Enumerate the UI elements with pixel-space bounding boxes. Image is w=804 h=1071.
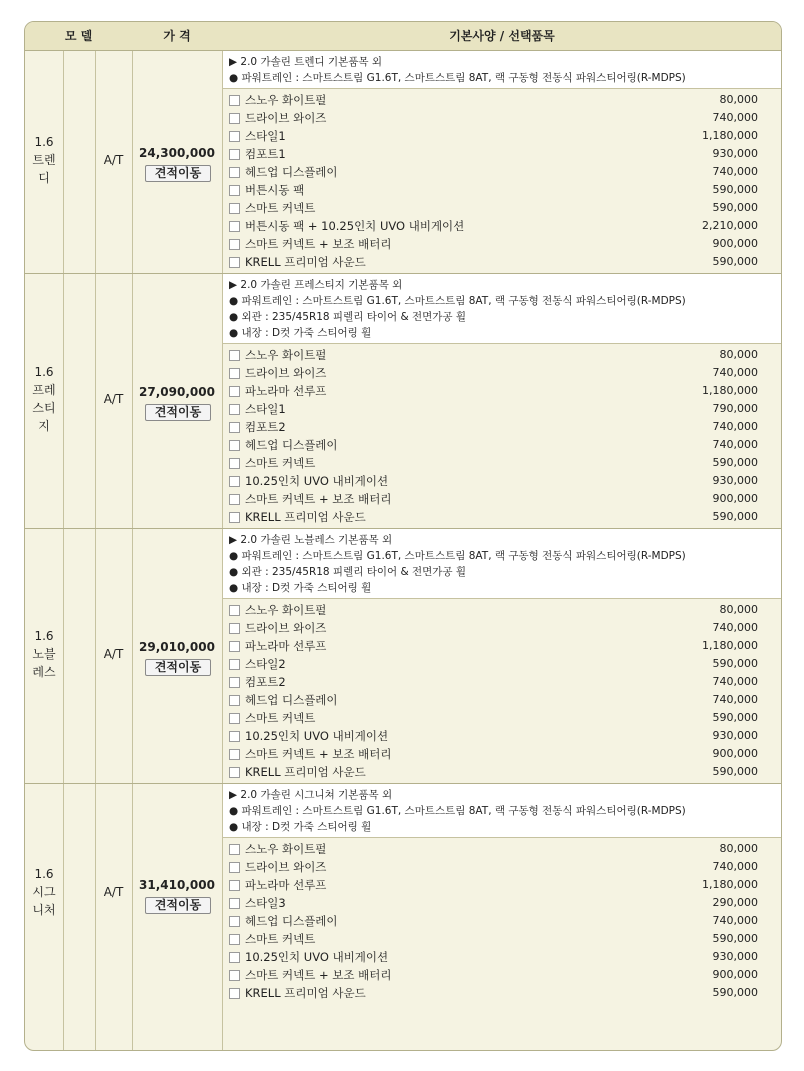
trim-price: 29,010,000	[139, 640, 215, 654]
option-list	[223, 91, 781, 271]
option-price: 740,000	[712, 165, 758, 178]
option-name: 스마트 커넥트	[245, 456, 316, 470]
option-row[interactable]	[223, 91, 781, 109]
trim-model	[25, 363, 63, 435]
trim-model-line: 레스	[32, 665, 56, 679]
estimate-button[interactable]: 견적이동	[145, 897, 211, 914]
option-price: 590,000	[712, 255, 758, 268]
price-table	[24, 21, 782, 1051]
option-price: 1,180,000	[702, 129, 758, 142]
option-row[interactable]	[223, 876, 781, 894]
option-price: 590,000	[712, 201, 758, 214]
option-checkbox[interactable]	[229, 970, 240, 981]
option-row[interactable]	[223, 894, 781, 912]
option-price: 80,000	[719, 93, 758, 106]
transmission: A/T	[103, 153, 124, 167]
option-checkbox[interactable]	[229, 659, 240, 670]
option-checkbox[interactable]	[229, 494, 240, 505]
option-price: 930,000	[712, 474, 758, 487]
option-checkbox[interactable]	[229, 623, 240, 634]
option-price: 900,000	[712, 237, 758, 250]
option-checkbox[interactable]	[229, 713, 240, 724]
option-name: 컴포트2	[245, 675, 286, 689]
option-price: 740,000	[712, 438, 758, 451]
option-name: 스타일3	[245, 896, 286, 910]
option-name: 컴포트1	[245, 147, 286, 161]
header-price: 가 격	[163, 29, 191, 43]
basic-spec-line: ● 외관 : 235/45R18 피렐리 타이어 & 전면가공 휠	[229, 311, 467, 323]
option-row[interactable]	[223, 637, 781, 655]
option-price: 740,000	[712, 111, 758, 124]
option-price: 740,000	[712, 860, 758, 873]
option-price: 1,180,000	[702, 639, 758, 652]
option-name: KRELL 프리미엄 사운드	[245, 510, 366, 524]
option-checkbox[interactable]	[229, 149, 240, 160]
trim-price: 31,410,000	[139, 878, 215, 892]
trim-model	[25, 865, 63, 919]
basic-spec-line: ● 파워트레인 : 스마트스트림 G1.6T, 스마트스트림 8AT, 랙 구동형 전동식 파워스티어링(R-MDPS)	[229, 805, 686, 817]
option-name: KRELL 프리미엄 사운드	[245, 986, 366, 1000]
option-name: 스마트 커넥트	[245, 711, 316, 725]
option-price: 290,000	[712, 896, 758, 909]
option-row[interactable]	[223, 601, 781, 619]
estimate-button[interactable]: 견적이동	[145, 404, 211, 421]
trim-model	[25, 627, 63, 681]
option-price: 900,000	[712, 492, 758, 505]
basic-spec	[223, 51, 781, 89]
header-model: 모 델	[64, 29, 93, 43]
option-checkbox[interactable]	[229, 113, 240, 124]
basic-spec	[223, 529, 781, 599]
option-checkbox[interactable]	[229, 167, 240, 178]
option-price: 740,000	[712, 914, 758, 927]
option-price: 900,000	[712, 968, 758, 981]
basic-spec	[223, 784, 781, 838]
option-row[interactable]	[223, 364, 781, 382]
option-list	[223, 346, 781, 526]
option-price: 740,000	[712, 621, 758, 634]
option-name: 스타일2	[245, 657, 286, 671]
trim-model-line: 1.6	[34, 365, 54, 379]
option-row[interactable]	[223, 508, 781, 526]
column-divider	[95, 51, 96, 1050]
option-checkbox[interactable]	[229, 95, 240, 106]
option-checkbox[interactable]	[229, 512, 240, 523]
option-checkbox[interactable]	[229, 767, 240, 778]
option-name: 파노라마 선루프	[245, 878, 327, 892]
column-divider	[132, 51, 133, 1050]
option-name: 헤드업 디스플레이	[245, 165, 338, 179]
option-price: 930,000	[712, 950, 758, 963]
option-name: 파노라마 선루프	[245, 384, 327, 398]
option-name: 스마트 커넥트 + 보조 배터리	[245, 747, 392, 761]
option-row[interactable]	[223, 948, 781, 966]
option-row[interactable]	[223, 966, 781, 984]
option-checkbox[interactable]	[229, 185, 240, 196]
option-checkbox[interactable]	[229, 368, 240, 379]
option-name: 헤드업 디스플레이	[245, 438, 338, 452]
option-row[interactable]	[223, 745, 781, 763]
option-name: 버튼시동 팩 + 10.25인치 UVO 내비게이션	[245, 219, 465, 233]
option-row[interactable]	[223, 472, 781, 490]
option-price: 80,000	[719, 842, 758, 855]
option-row[interactable]	[223, 619, 781, 637]
option-row[interactable]	[223, 127, 781, 145]
option-name: 스마트 커넥트	[245, 201, 316, 215]
option-name: KRELL 프리미엄 사운드	[245, 255, 366, 269]
option-name: 스마트 커넥트 + 보조 배터리	[245, 492, 392, 506]
option-list	[223, 601, 781, 781]
option-row[interactable]	[223, 145, 781, 163]
option-name: 10.25인치 UVO 내비게이션	[245, 474, 389, 488]
option-price: 590,000	[712, 986, 758, 999]
option-checkbox[interactable]	[229, 641, 240, 652]
basic-spec-line: ▶ 2.0 가솔린 노블레스 기본품목 외	[229, 534, 393, 546]
option-name: 드라이브 와이즈	[245, 366, 327, 380]
transmission: A/T	[103, 392, 124, 406]
basic-spec-line: ● 파워트레인 : 스마트스트림 G1.6T, 스마트스트림 8AT, 랙 구동형 전동식 파워스티어링(R-MDPS)	[229, 295, 686, 307]
option-name: 스타일1	[245, 402, 286, 416]
option-price: 930,000	[712, 729, 758, 742]
option-row[interactable]	[223, 400, 781, 418]
option-checkbox[interactable]	[229, 440, 240, 451]
option-name: 스노우 화이트펄	[245, 603, 327, 617]
option-price: 740,000	[712, 366, 758, 379]
option-name: 스노우 화이트펄	[245, 842, 327, 856]
option-price: 790,000	[712, 402, 758, 415]
option-name: 스노우 화이트펄	[245, 93, 327, 107]
option-name: 드라이브 와이즈	[245, 111, 327, 125]
trim-model-line: 니처	[32, 903, 56, 917]
option-name: 헤드업 디스플레이	[245, 693, 338, 707]
option-checkbox[interactable]	[229, 988, 240, 999]
option-checkbox[interactable]	[229, 695, 240, 706]
option-checkbox[interactable]	[229, 350, 240, 361]
option-checkbox[interactable]	[229, 880, 240, 891]
basic-spec	[223, 274, 781, 344]
option-row[interactable]	[223, 840, 781, 858]
basic-spec-line: ● 파워트레인 : 스마트스트림 G1.6T, 스마트스트림 8AT, 랙 구동형 전동식 파워스티어링(R-MDPS)	[229, 550, 686, 562]
trim-price: 27,090,000	[139, 385, 215, 399]
option-price: 930,000	[712, 147, 758, 160]
option-row[interactable]	[223, 709, 781, 727]
option-checkbox[interactable]	[229, 952, 240, 963]
basic-spec-line: ● 내장 : D컷 가죽 스티어링 휠	[229, 821, 372, 833]
basic-spec-line: ▶ 2.0 가솔린 프레스티지 기본품목 외	[229, 279, 403, 291]
option-name: 스노우 화이트펄	[245, 348, 327, 362]
option-checkbox[interactable]	[229, 605, 240, 616]
basic-spec-line: ▶ 2.0 가솔린 시그니쳐 기본품목 외	[229, 789, 393, 801]
option-price: 900,000	[712, 747, 758, 760]
option-list	[223, 840, 781, 1002]
option-checkbox[interactable]	[229, 862, 240, 873]
option-row[interactable]	[223, 217, 781, 235]
option-checkbox[interactable]	[229, 131, 240, 142]
option-price: 590,000	[712, 932, 758, 945]
option-row[interactable]	[223, 655, 781, 673]
option-price: 590,000	[712, 765, 758, 778]
option-checkbox[interactable]	[229, 898, 240, 909]
option-price: 2,210,000	[702, 219, 758, 232]
option-row[interactable]	[223, 858, 781, 876]
trim-model-line: 1.6	[34, 135, 54, 149]
option-price: 590,000	[712, 183, 758, 196]
option-name: 스마트 커넥트 + 보조 배터리	[245, 237, 392, 251]
option-price: 1,180,000	[702, 878, 758, 891]
option-checkbox[interactable]	[229, 749, 240, 760]
option-name: 스타일1	[245, 129, 286, 143]
header-spec: 기본사양 / 선택품목	[449, 29, 555, 43]
trim-model-line: 1.6	[34, 867, 54, 881]
trim-model	[25, 133, 63, 187]
estimate-button[interactable]: 견적이동	[145, 165, 211, 182]
option-price: 590,000	[712, 510, 758, 523]
option-row[interactable]	[223, 912, 781, 930]
option-price: 80,000	[719, 603, 758, 616]
option-price: 1,180,000	[702, 384, 758, 397]
option-row[interactable]	[223, 235, 781, 253]
option-name: KRELL 프리미엄 사운드	[245, 765, 366, 779]
option-row[interactable]	[223, 199, 781, 217]
option-row[interactable]	[223, 253, 781, 271]
option-row[interactable]	[223, 163, 781, 181]
option-price: 80,000	[719, 348, 758, 361]
option-name: 10.25인치 UVO 내비게이션	[245, 950, 389, 964]
transmission: A/T	[103, 885, 124, 899]
option-name: 헤드업 디스플레이	[245, 914, 338, 928]
option-price: 740,000	[712, 675, 758, 688]
trim-model-line: 스티	[32, 401, 56, 415]
estimate-button[interactable]: 견적이동	[145, 659, 211, 676]
trim-model-line: 1.6	[34, 629, 54, 643]
option-name: 스마트 커넥트	[245, 932, 316, 946]
option-name: 파노라마 선루프	[245, 639, 327, 653]
option-row[interactable]	[223, 984, 781, 1002]
basic-spec-line: ● 외관 : 235/45R18 피렐리 타이어 & 전면가공 휠	[229, 566, 467, 578]
option-price: 590,000	[712, 711, 758, 724]
option-row[interactable]	[223, 418, 781, 436]
trim-model-line: 시그	[32, 885, 56, 899]
basic-spec-line: ● 내장 : D컷 가죽 스티어링 휠	[229, 327, 372, 339]
trim-model-line: 지	[38, 419, 50, 433]
transmission: A/T	[103, 647, 124, 661]
option-checkbox[interactable]	[229, 934, 240, 945]
basic-spec-line: ● 파워트레인 : 스마트스트림 G1.6T, 스마트스트림 8AT, 랙 구동형 전동식 파워스티어링(R-MDPS)	[229, 72, 686, 84]
option-name: 드라이브 와이즈	[245, 621, 327, 635]
option-name: 스마트 커넥트 + 보조 배터리	[245, 968, 392, 982]
option-price: 590,000	[712, 456, 758, 469]
option-row[interactable]	[223, 382, 781, 400]
option-price: 740,000	[712, 420, 758, 433]
option-name: 버튼시동 팩	[245, 183, 305, 197]
option-name: 드라이브 와이즈	[245, 860, 327, 874]
option-name: 컴포트2	[245, 420, 286, 434]
option-row[interactable]	[223, 490, 781, 508]
option-row[interactable]	[223, 673, 781, 691]
option-checkbox[interactable]	[229, 731, 240, 742]
option-checkbox[interactable]	[229, 476, 240, 487]
option-checkbox[interactable]	[229, 844, 240, 855]
option-price: 590,000	[712, 657, 758, 670]
option-checkbox[interactable]	[229, 257, 240, 268]
column-divider	[63, 51, 64, 1050]
option-name: 10.25인치 UVO 내비게이션	[245, 729, 389, 743]
table-header	[25, 22, 781, 51]
option-row[interactable]	[223, 181, 781, 199]
basic-spec-line: ▶ 2.0 가솔린 트렌디 기본품목 외	[229, 56, 383, 68]
option-row[interactable]	[223, 691, 781, 709]
option-price: 740,000	[712, 693, 758, 706]
option-checkbox[interactable]	[229, 458, 240, 469]
trim-model-line: 노블	[32, 647, 56, 661]
trim-model-line: 트렌	[32, 153, 56, 167]
option-row[interactable]	[223, 109, 781, 127]
option-checkbox[interactable]	[229, 203, 240, 214]
option-checkbox[interactable]	[229, 239, 240, 250]
option-row[interactable]	[223, 436, 781, 454]
trim-model-line: 프레	[32, 383, 56, 397]
option-row[interactable]	[223, 346, 781, 364]
option-checkbox[interactable]	[229, 386, 240, 397]
option-row[interactable]	[223, 454, 781, 472]
basic-spec-line: ● 내장 : D컷 가죽 스티어링 휠	[229, 582, 372, 594]
option-row[interactable]	[223, 930, 781, 948]
trim-price: 24,300,000	[139, 146, 215, 160]
trim-model-line: 디	[38, 171, 50, 185]
option-checkbox[interactable]	[229, 916, 240, 927]
option-checkbox[interactable]	[229, 422, 240, 433]
option-checkbox[interactable]	[229, 677, 240, 688]
option-checkbox[interactable]	[229, 221, 240, 232]
option-checkbox[interactable]	[229, 404, 240, 415]
option-row[interactable]	[223, 727, 781, 745]
option-row[interactable]	[223, 763, 781, 781]
